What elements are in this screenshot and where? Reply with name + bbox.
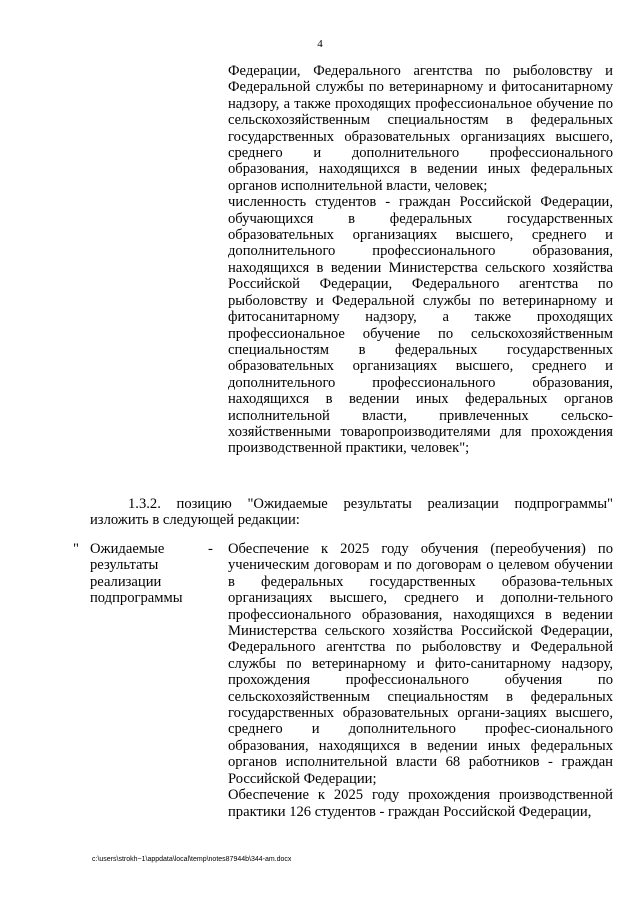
paragraph: Обеспечение к 2025 году обучения (переобучения) по ученическим договорам и по договорам о целевом обучении в федеральных государственных образова-тельных организациях высшего, среднего и дополни-тельного профессионального образования, находящихся в ведении Министерства сельского хозяйства Российской Федерации, Федерального агентства по рыболовству и Федеральной службы по ветеринарному и фито-санитарному надзору, прохождения профессионального обучения по сельскохозяйственным специальностям в федеральных государственных образовательных органи-зациях высшего, среднего и дополнительного профес-сионального образования, находящихся в ведении иных федеральных органов исполнительной власти 68 работников - граждан Российской Федерации; [228, 541, 613, 787]
opening-quote: " [73, 541, 79, 557]
item-1-3-2: 1.3.2. позицию "Ожидаемые результаты реализации подпрограммы" изложить в следующей редакции: [90, 496, 613, 529]
paragraph: численность студентов - граждан Российской Федерации, обучающихся в федеральных государственных образовательных организациях высшего, среднего и дополнительного профессионального образования, находящихся в ведении Министерства сельского хозяйства Российской Федерации, Федерального агентства по рыболовству и Федеральной службы по ветеринарному и фитосанитарному надзору, а также проходящих профессиональное обучение по сельскохозяйственным специальностям в федеральных государственных образовательных организациях высшего, среднего и дополнительного профессионального образования, находящихся в ведении иных федеральных органов исполнительной власти, привлеченных сельско-хозяйственными товаропроизводителями для прохождения производственной практики, человек"; [228, 194, 613, 457]
page-number: 4 [317, 38, 323, 50]
expected-results-text [228, 541, 613, 820]
continued-text-block [228, 63, 613, 457]
label-dash: - [208, 541, 213, 557]
footer-file-path: c:\users\strokh~1\appdata\local\temp\notes87944b\344-am.docx [92, 856, 292, 863]
paragraph: Федерации, Федерального агентства по рыболовству и Федеральной службы по ветеринарному и фитосанитарному надзору, а также проходящих профессиональное обучение по сельскохозяйственным специальностям в федеральных государственных образовательных организациях высшего, среднего и дополнительного профессионального образования, находящихся в ведении иных федеральных органов исполнительной власти, человек; [228, 63, 613, 194]
paragraph: Обеспечение к 2025 году прохождения производственной практики 126 студентов - граждан Российской Федерации, [228, 787, 613, 820]
position-label-text: Ожидаемые результаты реализации подпрограммы [90, 541, 183, 607]
